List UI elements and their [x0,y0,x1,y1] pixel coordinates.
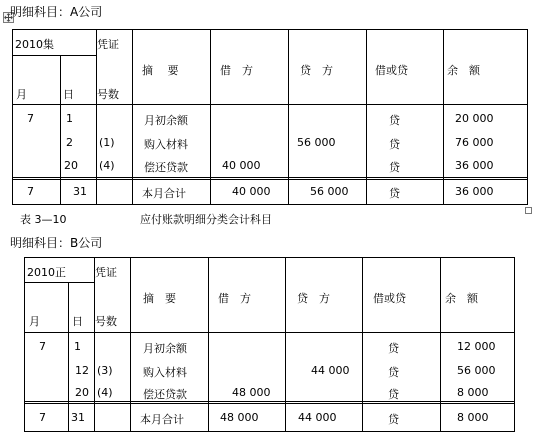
table-row-month: 7 [27,112,34,125]
table-row-dc: 贷 [389,114,400,127]
table-title: 应付账款明细分类会计科目 [140,213,272,226]
total-row-month: 7 [39,411,46,424]
table-row-balance: 36 000 [455,159,494,172]
table-row-debit: 40 000 [222,159,261,172]
total-row-debit: 48 000 [220,411,259,424]
table-a-caption: 明细科目：A公司 [10,5,103,19]
table-row-dc: 贷 [389,138,400,151]
total-row-credit: 56 000 [310,185,349,198]
col-header-debit-or-credit: 借或贷 [375,64,408,77]
total-row-month: 7 [27,185,34,198]
table-row-debit: 48 000 [232,386,271,399]
table-row-balance: 8 000 [457,386,489,399]
table-row-voucher: (4) [99,159,115,172]
total-row-balance: 36 000 [455,185,494,198]
table-number-label: 表 3—10 [20,213,67,226]
col-header-debit: 借 方 [218,292,251,305]
table-row-balance: 76 000 [455,136,494,149]
total-row-day: 31 [71,411,85,424]
col-header-voucher-no: 号数 [95,315,117,328]
table-row-balance: 20 000 [455,112,494,125]
col-header-voucher-no: 号数 [97,88,119,101]
col-header-month: 月 [16,88,27,101]
col-header-summary: 摘 要 [142,64,179,77]
table-row-day: 20 [64,159,78,172]
total-row-credit: 44 000 [298,411,337,424]
table-row-dc: 贷 [388,366,399,379]
col-header-summary: 摘 要 [143,292,176,305]
year-label: 2010集 [15,38,54,51]
total-row-day: 31 [73,185,87,198]
year-label: 2010正 [27,266,66,279]
col-header-credit: 贷 方 [300,64,333,77]
table-row-summary: 购入材料 [144,138,188,151]
col-header-credit: 贷 方 [297,292,330,305]
table-row-credit: 44 000 [311,364,350,377]
table-row-day: 1 [74,340,81,353]
col-header-debit: 借 方 [220,64,253,77]
col-header-debit-or-credit: 借或贷 [373,292,406,305]
col-header-balance: 余 额 [447,64,480,77]
table-row-voucher: (3) [97,364,113,377]
col-header-balance: 余 额 [445,292,478,305]
table-row-summary: 购入材料 [143,366,187,379]
table-row-day: 20 [75,386,89,399]
total-row-summary: 本月合计 [142,187,186,200]
col-header-voucher: 凭证 [97,38,119,51]
table-row-summary: 偿还贷款 [143,388,187,401]
table-row-day: 2 [66,136,73,149]
col-header-voucher: 凭证 [95,266,117,279]
total-row-balance: 8 000 [457,411,489,424]
col-header-day: 日 [72,315,83,328]
table-b-caption: 明细科目：B公司 [10,236,103,250]
total-row-dc: 贷 [389,187,400,200]
total-row-dc: 贷 [388,413,399,426]
table-row-summary: 月初余额 [143,342,187,355]
table-row-balance: 56 000 [457,364,496,377]
table-row-balance: 12 000 [457,340,496,353]
table-row-voucher: (1) [99,136,115,149]
table-row-credit: 56 000 [297,136,336,149]
total-row-debit: 40 000 [232,185,271,198]
col-header-day: 日 [63,88,74,101]
table-row-voucher: (4) [97,386,113,399]
table-row-day: 12 [75,364,89,377]
table-row-dc: 贷 [389,161,400,174]
col-header-month: 月 [29,315,40,328]
table-row-summary: 月初余额 [144,114,188,127]
table-row-dc: 贷 [388,388,399,401]
total-row-summary: 本月合计 [140,413,184,426]
table-row-dc: 贷 [388,342,399,355]
table-resize-handle[interactable] [525,207,532,214]
table-row-month: 7 [39,340,46,353]
table-row-summary: 偿还贷款 [144,161,188,174]
table-row-day: 1 [66,112,73,125]
